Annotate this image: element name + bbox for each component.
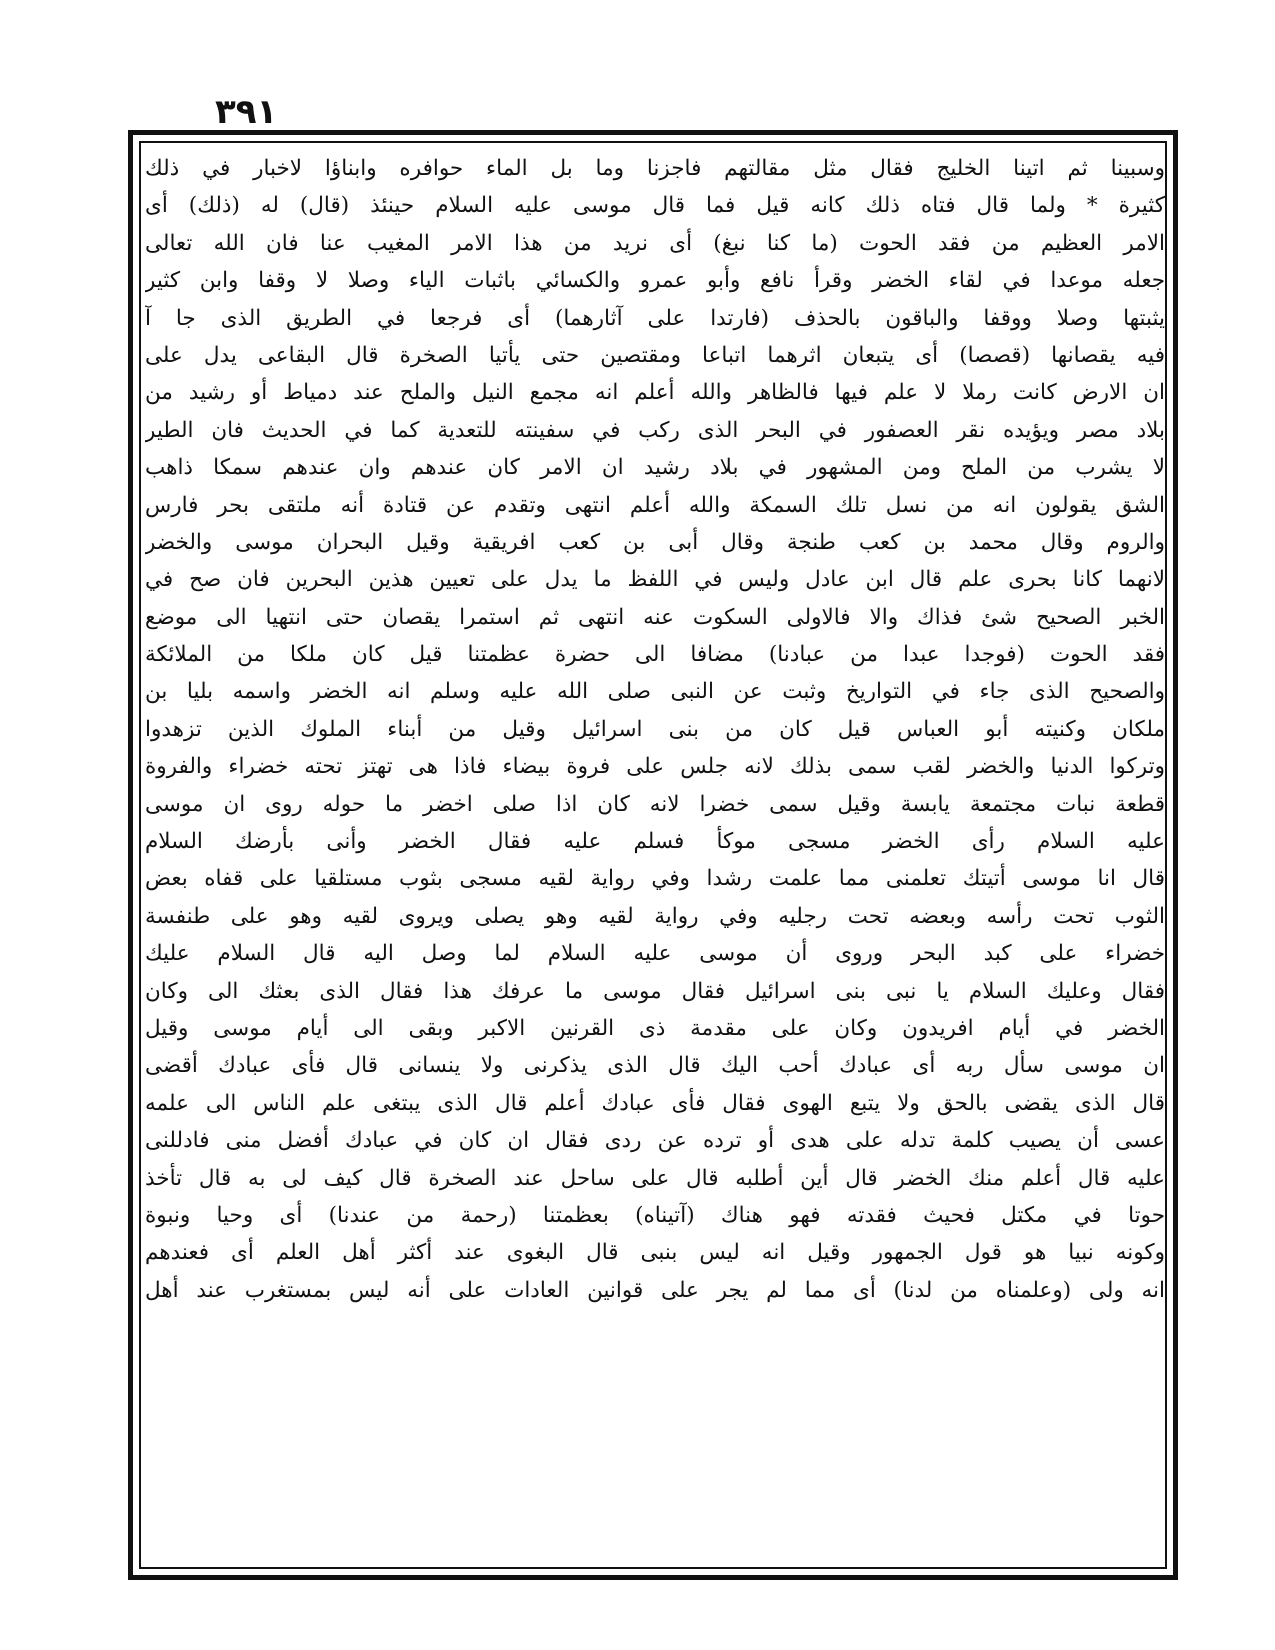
text-line: وسبينا ثم اتينا الخليج فقال مثل مقالتهم فاجزنا وما بل الماء حوافره وابناؤا لاخبار في ذلك [145, 156, 1165, 181]
text-line: فيه يقصانها (قصصا) أى يتبعان اثرهما اتباعا ومقتصين حتى يأتيا الصخرة قال البقاعى يدل على [145, 342, 1165, 368]
text-line: والروم وقال محمد بن كعب طنجة وقال أبى بن كعب افريقية وقيل البحران موسى والخضر [145, 529, 1165, 555]
page-number: ٣٩١ [215, 92, 278, 132]
text-line: وكونه نبيا هو قول الجمهور وقيل انه ليس بنبى قال البغوى عند أكثر أهل العلم أى فعندهم [145, 1240, 1165, 1266]
text-line: ملكان وكنيته أبو العباس قيل كان من بنى اسرائيل وقيل من أبناء الملوك الذين تزهدوا [145, 716, 1165, 742]
text-line: ان موسى سأل ربه أى عبادك أحب اليك قال الذى يذكرنى ولا ينسانى قال فأى عبادك أقضى [145, 1053, 1165, 1079]
text-line: جعله موعدا في لقاء الخضر وقرأ نافع وأبو عمرو والكسائي باثبات الياء وصلا لا وقفا وابن كثير [145, 268, 1165, 294]
text-line: لانهما كانا بحرى علم قال ابن عادل وليس في اللفظ ما يدل على تعيين هذين البحرين فان صح في [145, 567, 1165, 593]
text-line: بلاد مصر ويؤيده نقر العصفور في البحر الذى ركب في سفينته للتعدية كما في الحديث فان الطير [145, 417, 1165, 443]
text-line: قطعة نبات مجتمعة يابسة وقيل سمى خضرا لانه كان اذا صلى اخضر ما حوله روى ان موسى [145, 791, 1165, 817]
text-line: ان الارض كانت رملا لا علم فيها فالظاهر والله أعلم انه مجمع النيل والملح عند دمياط أو رشيد من [145, 380, 1165, 406]
text-line: الثوب تحت رأسه وبعضه تحت رجليه وفي رواية لقيه وهو يصلى ويروى لقيه وهو على طنفسة [145, 903, 1165, 929]
text-line: والصحيح الذى جاء في التواريخ وثبت عن النبى صلى الله عليه وسلم انه الخضر واسمه بليا بن [145, 679, 1165, 705]
text-line: قال انا موسى أتيتك تعلمنى مما علمت رشدا وفي رواية لقيه مسجى بثوب مستلقيا على قفاه بعض [145, 866, 1165, 892]
text-line: الخبر الصحيح شئ فذاك والا فالاولى السكوت عنه انتهى ثم استمرا يقصان حتى انتهيا الى موضع [145, 604, 1165, 630]
text-line: الامر العظيم من فقد الحوت (ما كنا نبغ) أى نريد من هذا الامر المغيب عنا فان الله تعالى [145, 230, 1165, 256]
text-line: خضراء على كبد البحر وروى أن موسى عليه السلام لما وصل اليه قال السلام عليك [145, 941, 1165, 967]
text-line: الخضر في أيام افريدون وكان على مقدمة ذى القرنين الاكبر وبقى الى أيام موسى وقيل [145, 1015, 1165, 1041]
text-line: حوتا في مكتل فحيث فقدته فهو هناك (آتيناه) بعظمتنا (رحمة من عندنا) أى وحيا ونبوة [145, 1202, 1165, 1228]
text-line: الشق يقولون انه من نسل تلك السمكة والله أعلم انتهى وتقدم عن قتادة أنه ملتقى بحر فارس [145, 492, 1165, 518]
text-line: انه ولى (وعلمناه من لدنا) أى مما لم يجر على قوانين العادات على أنه ليس بمستغرب عند أهل [145, 1277, 1165, 1303]
text-line: قال الذى يقضى بالحق ولا يتبع الهوى فقال فأى عبادك أعلم قال الذى يبتغى علم الناس الى علمه [145, 1090, 1165, 1116]
text-line: عسى أن يصيب كلمة تدله على هدى أو ترده عن ردى فقال ان كان في عبادك أفضل منى فادللنى [145, 1128, 1165, 1154]
body-text [145, 150, 1165, 1309]
text-line: يثبتها وصلا ووقفا والباقون بالحذف (فارتدا على آثارهما) أى فرجعا في الطريق الذى جا آ [145, 305, 1165, 331]
text-line: كثيرة * ولما قال فتاه ذلك كانه قيل فما قال موسى عليه السلام حينئذ (قال) له (ذلك) أى [145, 193, 1165, 219]
text-line: عليه قال أعلم منك الخضر قال أين أطلبه قال على ساحل عند الصخرة قال كيف لى به قال تأخذ [145, 1165, 1165, 1191]
text-line: عليه السلام رأى الخضر مسجى موكأ فسلم عليه فقال الخضر وأنى بأرضك السلام [145, 829, 1165, 855]
text-line: لا يشرب من الملح ومن المشهور في بلاد رشيد ان الامر كان عندهم وان عندهم سمكا ذاهب [145, 455, 1165, 481]
text-line: فقال وعليك السلام يا نبى بنى اسرائيل فقال موسى ما عرفك هذا فقال الذى بعثك الى وكان [145, 978, 1165, 1004]
text-line: فقد الحوت (فوجدا عبدا من عبادنا) مضافا الى حضرة عظمتنا قيل كان ملكا من الملائكة [145, 642, 1165, 668]
text-line: وتركوا الدنيا والخضر لقب سمى بذلك لانه جلس على فروة بيضاء فاذا هى تهتز تحته خضراء والفروة [145, 754, 1165, 780]
